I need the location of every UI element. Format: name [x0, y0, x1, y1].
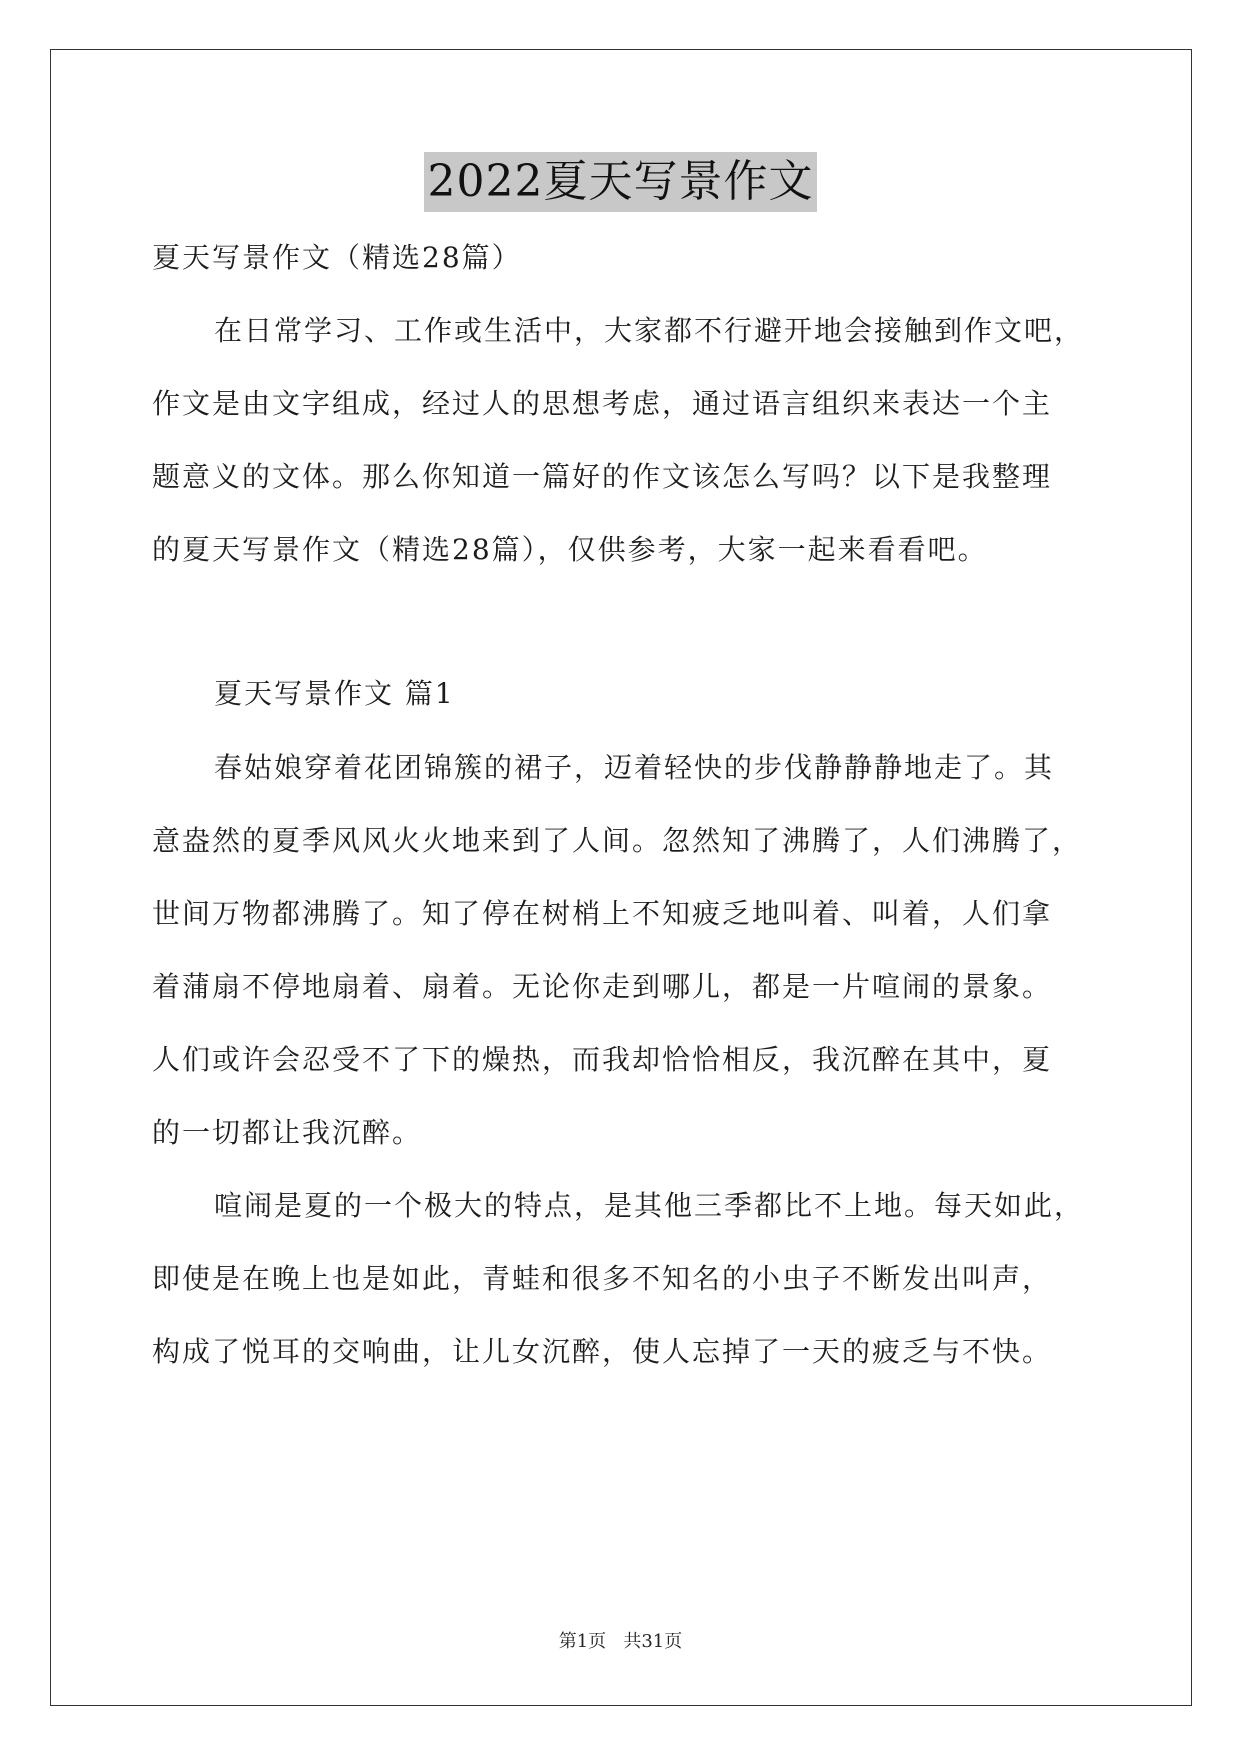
- paragraph-line: 春姑娘穿着花团锦簇的裙子，迈着轻快的步伐静静静地走了。其: [214, 751, 1055, 784]
- intro-line: 题意义的文体。那么你知道一篇好的作文该怎么写吗？以下是我整理: [152, 460, 1053, 493]
- paragraph-line: 构成了悦耳的交响曲，让儿女沉醉，使人忘掉了一天的疲乏与不快。: [152, 1335, 1053, 1368]
- intro-line: 在日常学习、工作或生活中，大家都不行避开地会接触到作文吧，: [214, 314, 1085, 347]
- paragraph-line: 即使是在晚上也是如此，青蛙和很多不知名的小虫子不断发出叫声，: [152, 1262, 1053, 1295]
- intro-line: 作文是由文字组成，经过人的思想考虑，通过语言组织来表达一个主: [152, 387, 1053, 420]
- paragraph-line: 意盎然的夏季风风火火地来到了人间。忽然知了沸腾了，人们沸腾了，: [152, 824, 1083, 857]
- paragraph-line: 人们或许会忍受不了下的燥热，而我却恰恰相反，我沉醉在其中，夏: [152, 1043, 1053, 1076]
- page-number-footer: 第1页 共31页: [558, 1631, 683, 1652]
- page-border: [50, 49, 1192, 1706]
- paragraph-line: 喧闹是夏的一个极大的特点，是其他三季都比不上地。每天如此，: [214, 1189, 1085, 1222]
- section-heading: 夏天写景作文 篇1: [214, 677, 455, 710]
- document-subtitle: 夏天写景作文（精选28篇）: [152, 241, 522, 274]
- paragraph-line: 着蒲扇不停地扇着、扇着。无论你走到哪儿，都是一片喧闹的景象。: [152, 970, 1053, 1003]
- title-container: [0, 152, 1241, 212]
- paragraph-line: 的一切都让我沉醉。: [152, 1116, 423, 1149]
- intro-line: 的夏天写景作文（精选28篇），仅供参考，大家一起来看看吧。: [152, 533, 988, 566]
- document-title: 2022夏天写景作文: [424, 152, 818, 212]
- paragraph-line: 世间万物都沸腾了。知了停在树梢上不知疲乏地叫着、叫着，人们拿: [152, 897, 1053, 930]
